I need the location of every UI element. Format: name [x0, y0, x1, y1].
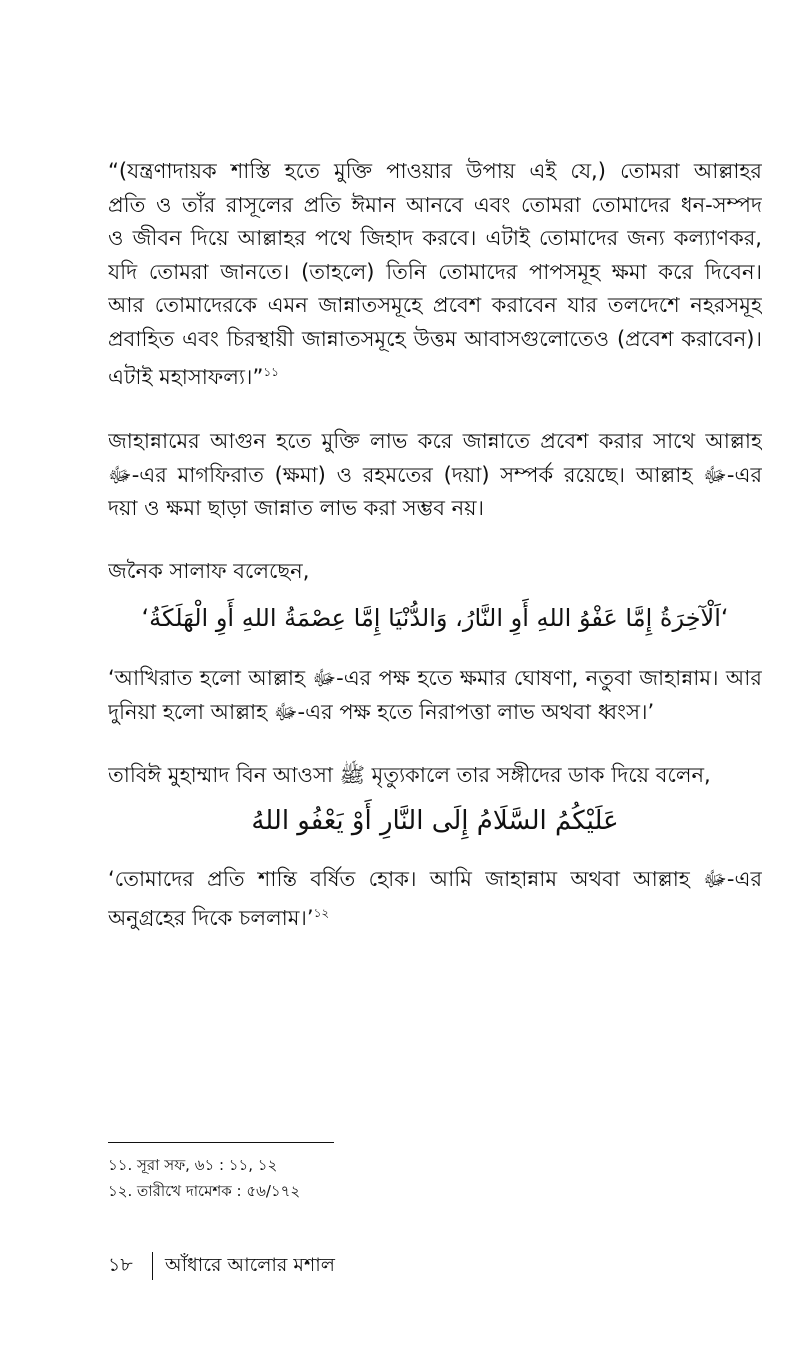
- footnote: ১১. সূরা সফ, ৬১ : ১১, ১২: [108, 1156, 278, 1174]
- text-line: ‘তোমাদের প্রতি শান্তি বর্ষিত হোক। আমি জাহান্নাম অথবা আল্লাহ ﷻ-এর: [108, 867, 762, 891]
- body-paragraph: [108, 759, 762, 793]
- text-line: তাবিঈ মুহাম্মাদ বিন আওসা ﷺ মৃত্যুকালে তার সঙ্গীদের ডাক দিয়ে বলেন,: [108, 763, 711, 787]
- text-line: ﷻ-এর মাগফিরাত (ক্ষমা) ও রহমতের (দয়া) সম্পর্ক রয়েছে। আল্লাহ ﷻ-এর: [108, 462, 762, 487]
- text-line: ‘আখিরাত হলো আল্লাহ ﷻ-এর পক্ষ হতে ক্ষমার ঘোষণা, নতুবা জাহান্নাম। আর: [108, 666, 762, 690]
- text-line: [108, 356, 762, 395]
- text-line: ও জীবন দিয়ে আল্লাহর পথে জিহাদ করবে। এটাই তোমাদের জন্য কল্যাণকর,: [108, 226, 762, 250]
- text-line: “(যন্ত্রণাদায়ক শাস্তি হতে মুক্তি পাওয়ার উপায় এই যে,) তোমরা আল্লাহর: [108, 159, 762, 183]
- arabic-quote: ‘اَلْآخِرَةُ إِمَّا عَفْوُ اللهِ أَوِ النَّارُ، وَالدُّنْيَا إِمَّا عِصْمَةُ اللهِ أَوِ الْهَلَكَةُ‘: [141, 604, 729, 632]
- page-number: ১৮: [108, 1254, 133, 1276]
- text-line: জাহান্নামের আগুন হতে মুক্তি লাভ করে জান্নাতে প্রবেশ করার সাথে আল্লাহ: [108, 429, 762, 453]
- text-line: দুনিয়া হলো আল্লাহ ﷻ-এর পক্ষ হতে নিরাপত্তা লাভ অথবা ধ্বংস।’: [108, 699, 655, 724]
- text-line: দয়া ও ক্ষমা ছাড়া জান্নাত লাভ করা সম্ভব নয়।: [108, 496, 485, 520]
- body-paragraph: [108, 555, 762, 589]
- body-paragraph: [108, 425, 762, 526]
- text-line: আর তোমাদেরকে এমন জান্নাতসমূহে প্রবেশ করাবেন যার তলদেশে নহরসমূহ: [108, 293, 762, 317]
- text-line: যদি তোমরা জানতে। (তাহলে) তিনি তোমাদের পাপসমূহ ক্ষমা করে দিবেন।: [108, 259, 762, 284]
- footnote-ref: ১১: [263, 365, 279, 379]
- page-footer: [108, 1250, 335, 1280]
- text-line: প্রবাহিত এবং চিরস্থায়ী জান্নাতসমূহে উত্তম আবাসগুলোতেও (প্রবেশ করাবেন)।: [108, 326, 762, 351]
- translation-paragraph: [108, 863, 762, 935]
- quran-translation-paragraph: [108, 155, 762, 395]
- footer-separator: [152, 1252, 153, 1280]
- text-line: জনৈক সালাফ বলেছেন,: [108, 559, 310, 583]
- translation-paragraph: [108, 662, 762, 729]
- arabic-quote: عَلَيْكُمُ السَّلَامُ إِلَى النَّارِ أَوْ يَعْفُو اللهُ: [251, 806, 619, 836]
- footnote-ref: ১২: [313, 905, 330, 920]
- book-title: আঁধারে আলোর মশাল: [165, 1254, 335, 1276]
- footnote: ১২. তারীখে দামেশক : ৫৬/১৭২: [108, 1182, 301, 1200]
- footnote-divider: [108, 1142, 334, 1143]
- text-line-content: অনুগ্রহের দিকে চললাম।’: [108, 905, 314, 930]
- text-line: প্রতি ও তাঁর রাসূলের প্রতি ঈমান আনবে এবং তোমরা তোমাদের ধন-সম্পদ: [108, 192, 762, 217]
- text-line-content: এটাই মহাসাফল্য।”: [108, 365, 264, 389]
- text-line: [108, 897, 762, 936]
